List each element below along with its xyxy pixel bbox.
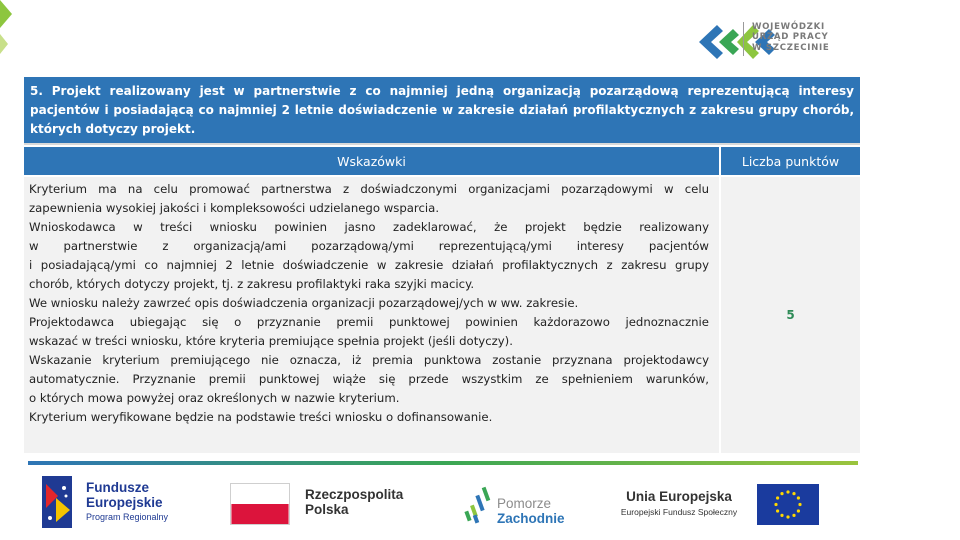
fe-line2: Europejskie xyxy=(86,494,163,510)
guideline-line: i posiadającą/ymi co najmniej 2 letnie doświadczenie w zakresie działań profilaktycznych z zakresu grupy xyxy=(29,258,709,272)
polish-flag-icon xyxy=(230,483,290,525)
pomorze-zachodnie-logo-icon xyxy=(462,481,494,527)
column-header-points: Liczba punktów xyxy=(721,147,860,175)
guideline-line: Kryterium ma na celu promować partnerstwa z doświadczonymi organizacjami pozarządowymi w celu xyxy=(29,182,709,196)
wup-logo-text xyxy=(752,22,829,53)
criterion-header xyxy=(24,77,860,145)
points-value: 5 xyxy=(786,308,795,322)
fe-line1: Fundusze xyxy=(86,480,149,495)
guideline-line: Kryterium weryfikowane będzie na podstawie treści wniosku o dofinansowanie. xyxy=(29,410,493,424)
guideline-line: chorób, których dotyczy projekt, tj. z zakresu profilaktyki raka szyjki macicy. xyxy=(29,277,475,291)
guideline-line: Wnioskodawca w treści wniosku powinien jasno zadeklarować, że projekt będzie realizowany xyxy=(29,220,709,234)
rp-line1: Rzeczpospolita xyxy=(305,487,404,502)
wup-line2: URZĄD PRACY xyxy=(752,32,829,43)
guideline-line: wskazać w treści wniosku, które kryteria premiujące spełnia projekt (jeśli dotyczy). xyxy=(29,334,513,348)
pz-line2: Zachodnie xyxy=(497,511,565,526)
rzeczpospolita-polska-text xyxy=(305,487,403,517)
footer-divider xyxy=(28,461,858,465)
rp-line2: Polska xyxy=(305,502,349,517)
guideline-line: We wniosku należy zawrzeć opis doświadczenia organizacji pozarządowej/ych w ww. zakresie. xyxy=(29,296,579,310)
guidelines-cell xyxy=(24,177,719,453)
guideline-line: Wskazanie kryterium premiującego nie oznacza, iż premia punktowa zostanie przyznana projektodawcy xyxy=(29,353,709,367)
guideline-line: w partnerstwie z organizacją/ami pozarządową/ymi reprezentującą/ymi interesy pacjentów xyxy=(29,239,709,253)
fundusze-europejskie-text xyxy=(86,481,168,524)
guideline-line: zapewnienia wysokiej jakości i kompleksowości udzielanego wsparcia. xyxy=(29,201,440,215)
guideline-line: automatycznie. Przyznanie premii punktowej wiąże się przede wszystkim ze spełnieniem warunków, xyxy=(29,372,709,386)
wup-line1: WOJEWÓDZKI xyxy=(752,22,825,32)
ue-line1: Unia Europejska xyxy=(626,489,732,504)
pz-line1: Pomorze xyxy=(497,496,552,511)
criterion-title: 5. Projekt realizowany jest w partnerstwie z co najmniej jedną organizacją pozarządową reprezentującą interesy pacjentów i posiadającą co najmniej 2 letnie doświadczenie w zakresie działań profilaktycznych z zakresu grupy chorób, których dotyczy projekt. xyxy=(30,84,854,136)
wup-line3: W SZCZECINIE xyxy=(752,42,830,53)
fe-line3: Program Regionalny xyxy=(86,512,169,522)
eu-flag-icon xyxy=(757,484,819,525)
guideline-line: Projektodawca ubiegając się o przyznanie premii punktowej powinien każdorazowo jednoznacznie xyxy=(29,315,709,329)
decorative-accent xyxy=(0,0,20,540)
guideline-line: o których mowa powyżej oraz określonych w nazwie kryterium. xyxy=(29,391,400,405)
points-cell xyxy=(721,177,860,453)
unia-europejska-text xyxy=(614,488,744,519)
fundusze-europejskie-logo-icon xyxy=(42,476,72,528)
column-header-guidelines: Wskazówki xyxy=(24,147,719,175)
logo-divider xyxy=(743,22,744,56)
ue-line2: Europejski Fundusz Społeczny xyxy=(620,507,738,517)
pomorze-zachodnie-text xyxy=(497,496,565,526)
